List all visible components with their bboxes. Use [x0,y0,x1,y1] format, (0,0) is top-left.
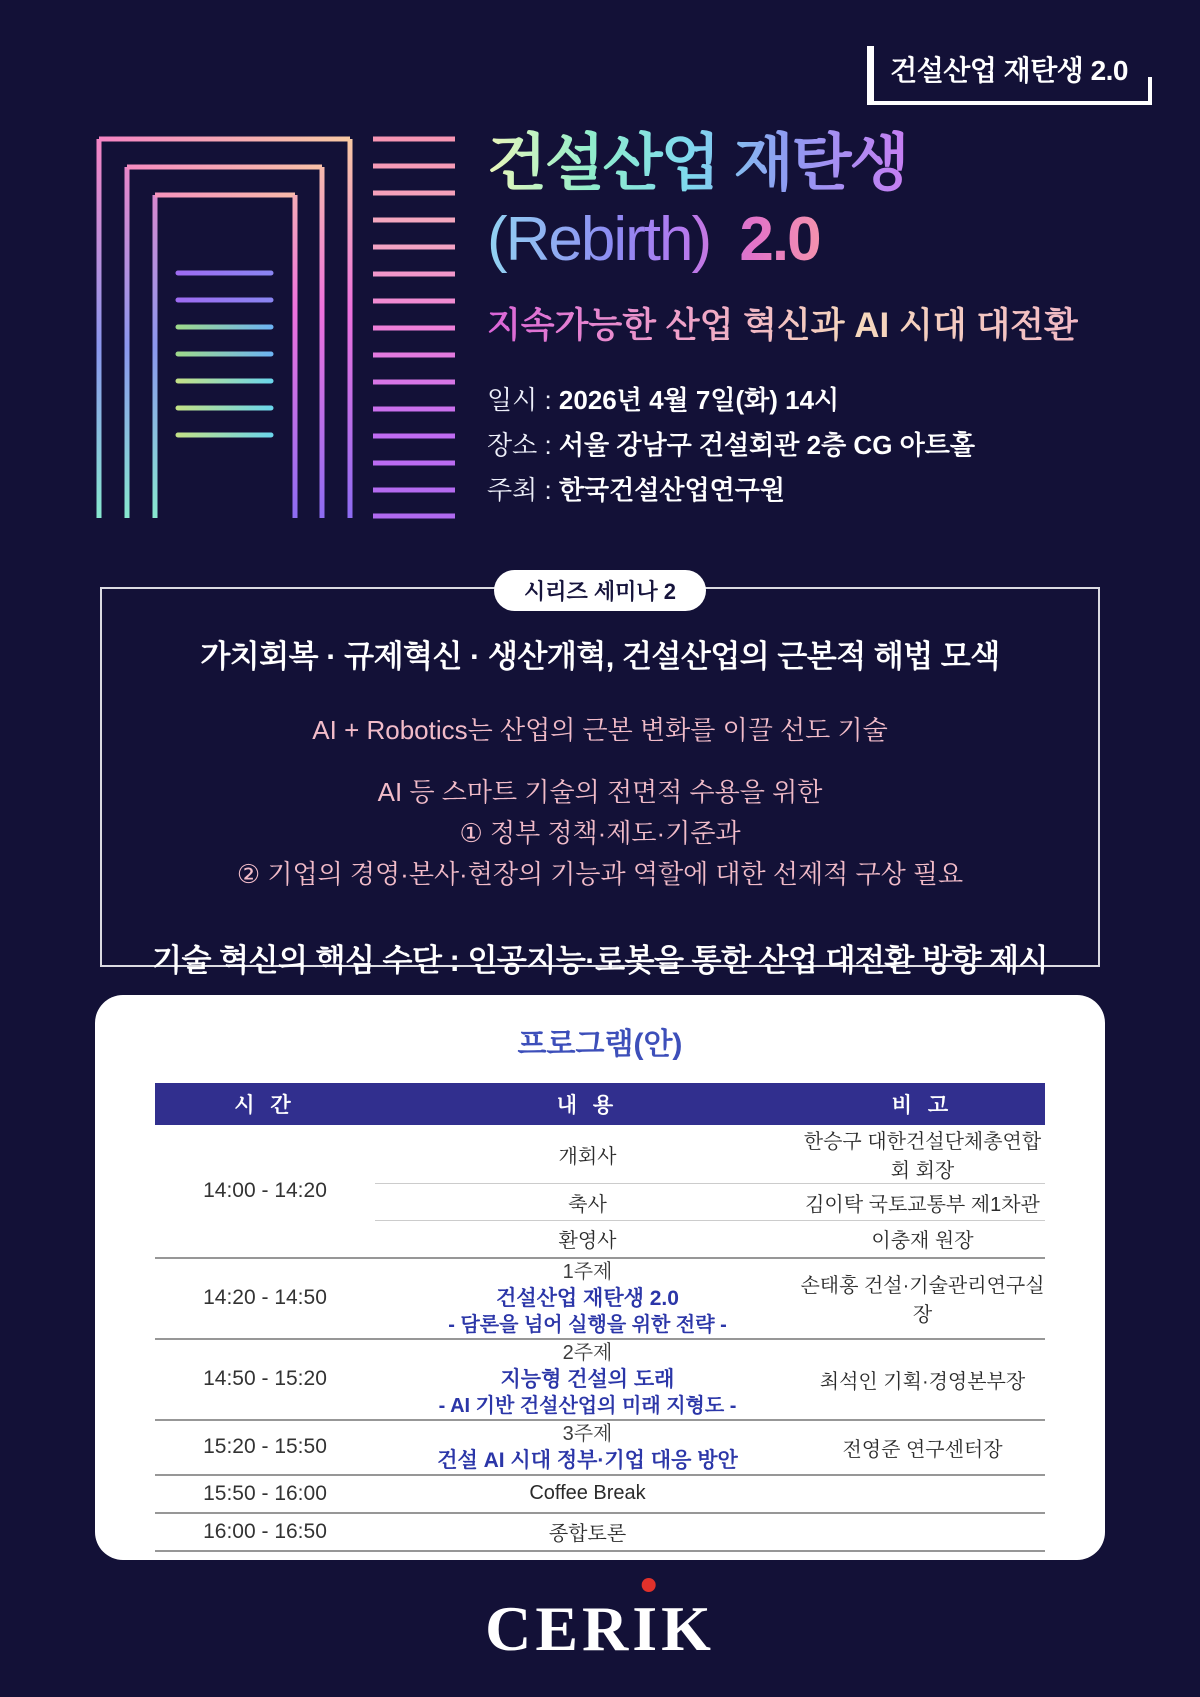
event-place-value: 서울 강남구 건설회관 2층 CG 아트홀 [558,430,975,460]
remark-cell [800,1513,1045,1551]
content-cell: 종합토론 [375,1513,800,1551]
corner-badge-label: 건설산업 재탄생 2.0 [890,55,1128,86]
time-cell: 14:00 - 14:20 [203,1178,327,1202]
seminar-point-1: ① 정부 정책·제도·기준과 [459,818,741,848]
time-cell: 16:00 - 16:50 [155,1513,375,1551]
time-cell: 15:50 - 16:00 [155,1475,375,1513]
session-label: 1주제 [562,1260,613,1283]
hero [487,126,1147,513]
main-title-rebirth: (Rebirth) [487,205,711,274]
event-date-value: 2026년 4월 7일(화) 14시 [558,385,840,415]
column-header-content: 내 용 [375,1083,800,1125]
content-cell: 축사 [375,1184,800,1221]
session-label: 3주제 [562,1422,613,1445]
series-badge: 시리즈 세미나 2 [494,570,706,611]
remark-cell: 김이탁 국토교통부 제1차관 [800,1184,1045,1221]
remark-cell: 전영준 연구센터장 [800,1420,1045,1475]
column-header-time: 시 간 [155,1083,375,1125]
content-cell [375,1339,800,1420]
table-row [155,1125,1045,1184]
cerik-logo-i [632,1592,661,1666]
event-host-line [487,468,1147,513]
door-frames-graphic [95,130,460,525]
table-row [155,1258,1045,1339]
remark-cell [800,1475,1045,1513]
event-place-line [487,423,1147,468]
remark-cell: 손태홍 건설·기술관리연구실장 [800,1258,1045,1339]
subtitle: 지속가능한 산업 혁신과 AI 시대 대전환 [487,298,1078,348]
remark-cell: 이충재 원장 [800,1221,1045,1258]
event-host-label: 주최 [487,475,538,505]
time-cell: 15:20 - 15:50 [155,1420,375,1475]
red-dot-icon [641,1578,655,1592]
event-date-label: 일시 [487,385,538,415]
main-title-version: 2.0 [739,205,820,274]
session-title: 건설 AI 시대 정부·기업 대응 방안 [437,1448,738,1472]
column-header-remark: 비 고 [800,1083,1045,1125]
separator: : [537,385,559,415]
program-card [95,995,1105,1560]
content-cell: 개회사 [558,1145,617,1168]
content-cell: Coffee Break [375,1475,800,1513]
event-host-value: 한국건설산업연구원 [558,475,785,505]
session-subtitle: - 담론을 넘어 실행을 위한 전략 - [448,1313,727,1336]
event-details [487,378,1147,513]
cerik-logo-left: CER [485,1593,633,1664]
remark-cell: 한승구 대한건설단체총연합회 회장 [803,1131,1042,1182]
session-label: 2주제 [562,1341,613,1364]
program-table [155,1083,1045,1552]
cerik-logo [0,1592,1200,1666]
corner-badge [867,46,1140,105]
session-title: 지능형 건설의 도래 [500,1367,675,1391]
content-cell [375,1258,800,1339]
separator: : [537,430,559,460]
event-place-label: 장소 [487,430,538,460]
seminar-points [102,772,1098,895]
main-title-line1: 건설산업 재탄생 [487,126,907,202]
seminar-point-intro: AI 등 스마트 기술의 전면적 수용을 위한 [377,777,823,807]
separator: : [537,475,559,505]
seminar-point-2: ② 기업의 경영·본사·현장의 기능과 역할에 대한 선제적 구상 필요 [236,859,964,889]
content-cell [375,1420,800,1475]
seminar-lead: AI + Robotics는 산업의 근본 변화를 이끌 선도 기술 [312,715,888,745]
time-cell: 14:50 - 15:20 [155,1339,375,1420]
cerik-logo-right: K [661,1593,715,1664]
table-row [155,1339,1045,1420]
table-row [155,1513,1045,1551]
content-cell: 환영사 [375,1221,800,1258]
table-row [155,1420,1045,1475]
seminar-heading: 가치회복 · 규제혁신 · 생산개혁, 건설산업의 근본적 해법 모색 [200,639,1000,674]
remark-cell: 최석인 기획·경영본부장 [800,1339,1045,1420]
table-row [155,1475,1045,1513]
table-header-row [155,1083,1045,1125]
seminar-footer: 기술 혁신의 핵심 수단 : 인공지능·로봇을 통한 산업 대전환 방향 제시 [152,943,1048,978]
seminar-summary-box [100,579,1100,978]
cerik-i-letter: I [632,1593,662,1664]
time-cell: 14:20 - 14:50 [155,1258,375,1339]
session-subtitle: - AI 기반 건설산업의 미래 지형도 - [438,1394,737,1417]
event-date-line [487,378,1147,423]
session-title: 건설산업 재탄생 2.0 [496,1286,679,1310]
program-title: 프로그램(안) [517,1028,683,1061]
main-title-line2 [487,202,820,278]
